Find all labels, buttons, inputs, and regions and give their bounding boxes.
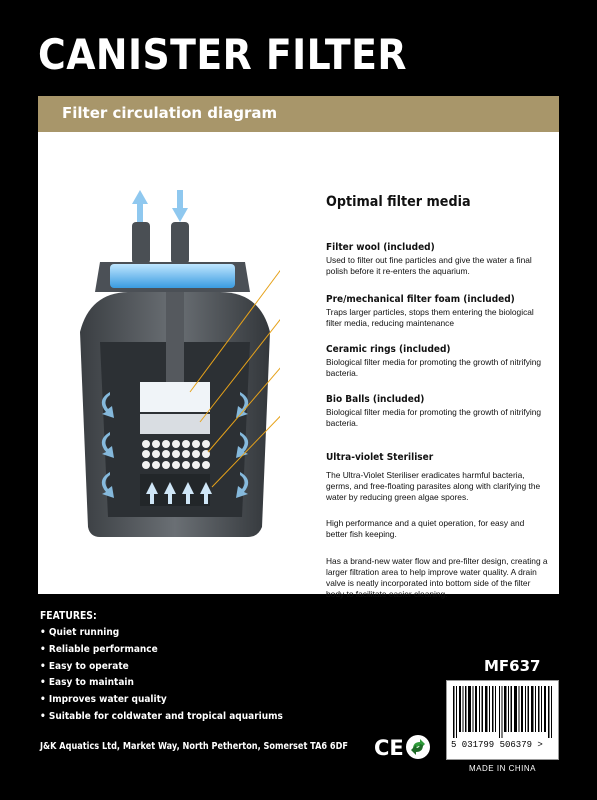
media-item-bio-balls xyxy=(326,394,546,429)
media-item-desc: Biological filter media for promoting the growth of nitrifying bacteria. xyxy=(326,357,542,378)
feature-item: • Easy to operate xyxy=(40,660,129,672)
page-title: CANISTER FILTER xyxy=(38,30,407,79)
media-item-title: Filter wool (included) xyxy=(326,242,435,253)
panel-body xyxy=(38,132,559,599)
media-item-desc: Traps larger particles, stops them entering the biological filter media, reducing maintenance xyxy=(326,307,534,328)
made-in-label: MADE IN CHINA xyxy=(469,764,536,773)
feature-item: • Easy to maintain xyxy=(40,677,134,689)
barcode-bars xyxy=(453,686,553,738)
media-item-foam xyxy=(326,294,546,329)
media-item-title: Ultra-violet Steriliser xyxy=(326,452,434,463)
diagram-panel xyxy=(38,96,559,599)
company-address: J&K Aquatics Ltd, Market Way, North Petherton, Somerset TA6 6DF xyxy=(40,741,348,752)
barcode-digits: 5 031799 506379 > xyxy=(451,740,543,750)
barcode xyxy=(446,680,559,760)
features-section xyxy=(40,610,310,726)
media-item-title: Pre/mechanical filter foam (included) xyxy=(326,294,515,305)
media-item-desc: The Ultra-Violet Steriliser eradicates harmful bacteria, germs, and free-floating parasites along with clarifying the water by reducing green algae spores. xyxy=(326,470,541,502)
feature-item: • Quiet running xyxy=(40,627,120,638)
media-item-title: Bio Balls (included) xyxy=(326,394,425,405)
inlet-arrow-icon xyxy=(172,190,188,222)
canister-filter-illustration xyxy=(70,182,280,562)
design-text: Has a brand-new water flow and pre-filter design, creating a larger filtration area to help improve water quality. A drain valve is neatly incorporated into bottom side of the filter body to facilitate easier cleaning. xyxy=(326,556,548,599)
features-title: FEATURES: xyxy=(40,610,97,622)
feature-item: • Improves water quality xyxy=(40,694,167,706)
media-item-desc: Used to filter out fine particles and give the water a final polish before it re-enters the aquarium. xyxy=(326,255,532,276)
outlet-arrow-icon xyxy=(132,190,148,222)
performance-text: High performance and a quiet operation, for easy and better fish keeping. xyxy=(326,518,525,539)
media-item-uv xyxy=(326,452,546,503)
feature-item: • Suitable for coldwater and tropical aquariums xyxy=(40,710,283,722)
media-item-desc: Biological filter media for promoting the growth of nitrifying bacteria. xyxy=(326,407,542,428)
media-item-filter-wool xyxy=(326,242,546,277)
panel-header: Filter circulation diagram xyxy=(38,96,559,132)
feature-item: • Reliable performance xyxy=(40,643,158,655)
media-item-title: Ceramic rings (included) xyxy=(326,344,451,355)
media-title: Optimal filter media xyxy=(326,194,471,210)
ce-mark: CE xyxy=(374,736,404,760)
recycle-icon xyxy=(405,734,431,760)
model-number: MF637 xyxy=(484,657,541,675)
media-item-ceramic-rings xyxy=(326,344,546,379)
